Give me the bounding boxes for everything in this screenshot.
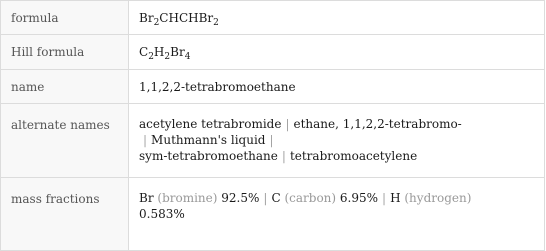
name-label: name [1, 70, 129, 104]
hill-formula-part: H [153, 45, 165, 59]
element-symbol: H [390, 191, 401, 205]
alternate-names-row [1, 104, 545, 178]
hill-formula-subscript: 4 [184, 52, 191, 62]
hill-formula-subscript: 2 [164, 52, 171, 62]
formula-part: CHCHBr [159, 10, 214, 25]
formula-value [129, 1, 545, 35]
formula-subscript: 2 [213, 17, 219, 28]
hill-formula-subscript: 2 [148, 52, 154, 62]
alternate-names-value [129, 104, 545, 178]
separator: | [143, 133, 148, 147]
element-name: (hydrogen) [404, 191, 472, 205]
alternate-name: tetrabromoacetylene [289, 149, 418, 163]
formula-part: Br [139, 10, 154, 25]
alternate-name: Muthmann's liquid [151, 133, 266, 147]
hill-formula-row [1, 35, 545, 70]
separator: | [382, 191, 387, 205]
element-symbol: C [271, 191, 281, 205]
alternate-name: acetylene tetrabromide [139, 117, 282, 131]
name-value: 1,1,2,2-tetrabromoethane [129, 70, 545, 104]
formula-subscript: 2 [153, 17, 160, 28]
separator: | [263, 191, 268, 205]
hill-formula-part: C [139, 45, 149, 59]
separator: | [269, 133, 274, 147]
alternate-name: ethane, 1,1,2,2-tetrabromo- [293, 117, 462, 131]
element-symbol: Br [139, 191, 154, 205]
name-row [1, 70, 545, 104]
separator: | [281, 149, 286, 163]
formula-row [1, 1, 545, 35]
hill-formula-part: Br [170, 45, 185, 59]
element-name: (bromine) [157, 191, 218, 205]
alternate-name: sym-tetrabromoethane [139, 149, 278, 163]
mass-fractions-label: mass fractions [1, 178, 129, 251]
separator: | [285, 117, 290, 131]
element-name: (carbon) [284, 191, 337, 205]
mass-fraction-value: 92.5% [221, 191, 260, 205]
alternate-names-label: alternate names [1, 104, 129, 178]
formula-label: formula [1, 1, 129, 35]
hill-formula-label: Hill formula [1, 35, 129, 70]
hill-formula-value [129, 35, 545, 70]
mass-fraction-value: 6.95% [339, 191, 379, 205]
mass-fraction-value: 0.583% [139, 207, 185, 221]
